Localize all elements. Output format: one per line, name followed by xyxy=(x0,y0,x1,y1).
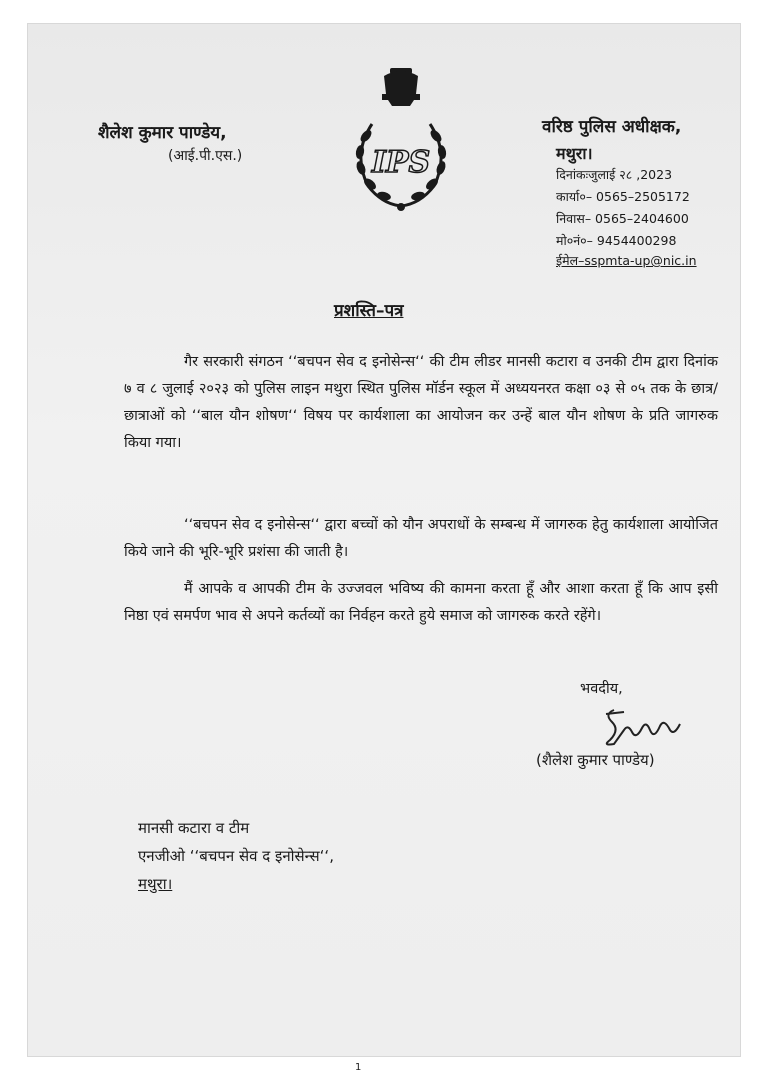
closing-salutation: भवदीय, xyxy=(580,681,623,697)
recipient-line-1: मानसी कटारा व टीम xyxy=(138,819,250,837)
letter-date: दिनांकःजुलाई २८ ,2023 xyxy=(556,167,673,182)
office-phone: कार्या०– 0565–2505172 xyxy=(556,189,690,204)
recipient-line-2: एनजीओ ‘‘बचपन सेव द इनोसेन्स‘‘, xyxy=(138,847,334,865)
paragraph-2 xyxy=(124,512,718,566)
paragraph-1 xyxy=(124,349,718,457)
office-city: मथुरा। xyxy=(556,144,593,163)
page-number: 1 xyxy=(355,1062,362,1073)
emblem-lettering: IPS xyxy=(371,145,431,180)
residence-phone: निवास– 0565–2404600 xyxy=(556,211,689,226)
paragraph-3-text: मैं आपके व आपकी टीम के उज्जवल भविष्य की कामना करता हूँ और आशा करता हूँ कि आप इसी निष्ठा एवं समर्पण भाव से अपने कर्तव्यों का निर्वहन करते हुये समाज को जागरुक करते रहेंगे। xyxy=(124,581,718,624)
ips-emblem-icon xyxy=(338,64,464,214)
letter-page xyxy=(28,24,740,1056)
officer-name: शैलेश कुमार पाण्डेय, xyxy=(98,123,227,143)
email-address: ईमेल–sspmta-up@nic.in xyxy=(556,253,697,268)
mobile-number: मो०नं०– 9454400298 xyxy=(556,233,677,248)
paragraph-3 xyxy=(124,576,718,630)
recipient-line-3: मथुरा। xyxy=(138,875,173,893)
officer-service: (आई.पी.एस.) xyxy=(168,148,243,164)
signatory-name: (शैलेश कुमार पाण्डेय) xyxy=(536,751,655,769)
letter-title: प्रशस्ति–पत्र xyxy=(334,301,404,321)
paragraph-1-text: गैर सरकारी संगठन ‘‘बचपन सेव द इनोसेन्स‘‘ की टीम लीडर मानसी कटारा व उनकी टीम द्वारा दिनांक ७ व ८ जुलाई २०२३ को पुलिस लाइन मथुरा स्थित पुलिस मॉर्डन स्कूल में अध्ययनरत कक्षा ०३ से ०५ तक के छात्र/छात्राओं को ‘‘बाल यौन शोषण‘‘ विषय पर कार्यशाला का आयोजन कर उन्हें बाल यौन शोषण के प्रति जागरुक किया गया। xyxy=(124,354,718,451)
paragraph-2-text: ‘‘बचपन सेव द इनोसेन्स‘‘ द्वारा बच्चों को यौन अपराधों के सम्बन्ध में जागरुक हेतु कार्यशाला आयोजित किये जाने की भूरि-भूरि प्रशंसा की जाती है। xyxy=(124,517,718,560)
officer-designation: वरिष्ठ पुलिस अधीक्षक, xyxy=(542,117,682,137)
